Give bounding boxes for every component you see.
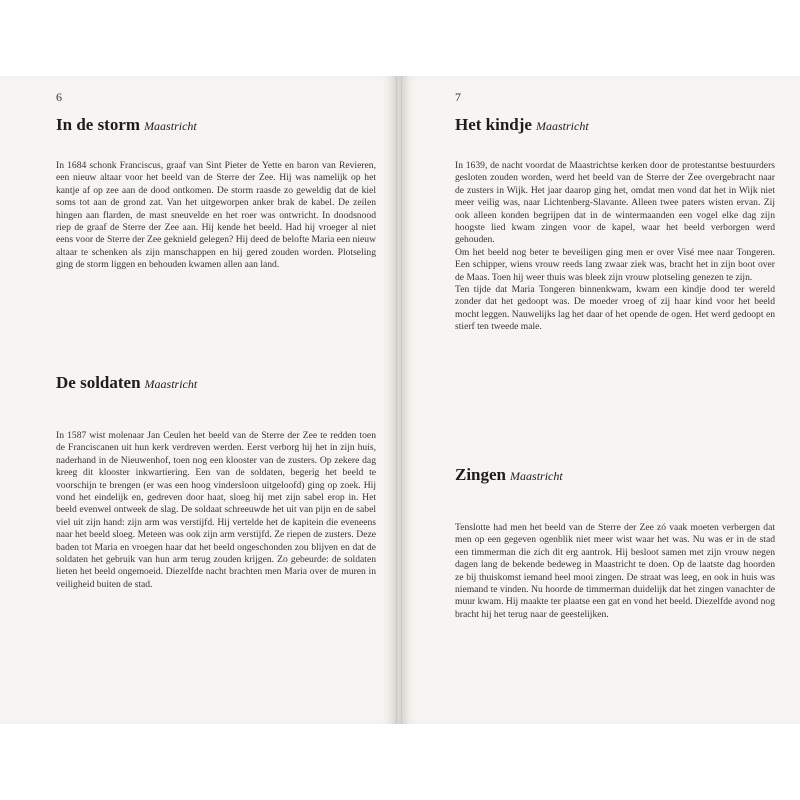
section-title-in-de-storm	[56, 115, 197, 135]
section-heading: De soldaten	[56, 373, 141, 392]
section-title-het-kindje	[455, 115, 589, 135]
page-number-left: 6	[56, 90, 62, 104]
paragraph: In 1639, de nacht voordat de Maastrichtse kerken door de protestantse bestuurders gesloten zouden worden, werd het beeld van de Sterre der Zee overgebracht naar de zusters in Wijk. Het jaar daarop ging het, omdat men vond dat het in Wijk niet meer veilig was, naar Lichtenberg-Slavante. Alleen twee paters wisten ervan. Zij ook alleen konden begrijpen dat in de wintermaanden een vogel elke dag zijn hoogste lied kwam zingen voor de kapel, waar het beeld verborgen werd gehouden.	[455, 160, 775, 246]
section-heading: Het kindje	[455, 115, 532, 134]
section-body-zingen	[455, 522, 775, 621]
paragraph: Ten tijde dat Maria Tongeren binnenkwam, kwam een kindje dood ter wereld zonder dat het gedoopt was. De moeder vroeg of zij haar kind voor het beeld mocht leggen. Nauwelijks lag het daar of het opende de ogen. Het werd gedoopt en stierf ten tweede male.	[455, 284, 775, 333]
page-number-right: 7	[455, 90, 461, 104]
section-body-de-soldaten	[56, 430, 376, 591]
section-location: Maastricht	[144, 377, 198, 391]
section-location: Maastricht	[510, 469, 563, 483]
paragraph: In 1684 schonk Franciscus, graaf van Sint Pieter de Yette en baron van Revieren, een nieuw altaar voor het beeld van de Sterre der Zee. Hij was namelijk op het kantje af op zee aan de dood ontkomen. De storm raasde zo geweldig dat de kiel soms tot aan de grond zat. Van het uitgeworpen anker brak de kabel. De zeilen hingen aan flarden, de mast sneuvelde en het roer was ontwricht. In doodsnood riep de graaf de Sterre der Zee aan. Hij kende het beeld. Had hij vroeger al niet eens voor de Sterre der Zee geknield gelegen? Hij deed de belofte Maria een nieuw altaar te schenken als zijn manschappen en hij gered zouden worden. Plotseling ging de storm liggen en behouden kwamen allen aan land.	[56, 160, 376, 271]
section-heading: In de storm	[56, 115, 141, 134]
section-body-het-kindje	[455, 160, 775, 334]
paragraph: Om het beeld nog beter te beveiligen ging men er over Visé mee naar Tongeren. Een schipper, wiens vrouw reeds lang zwaar ziek was, bracht het in zijn boot over de Maas. Toen hij weer thuis was bleek zijn vrouw plotseling genezen te zijn.	[455, 246, 775, 283]
paragraph: Tenslotte had men het beeld van de Sterre der Zee zó vaak moeten verbergen dat men op een gegeven ogenblik niet meer wist waar het was. Nu was er in de stad een timmerman die zich dit erg aantrok. Hij besloot samen met zijn vrouw negen dagen lang de bekende bedeweg in Maastricht te doen. Op de laatste dag hoorden ze bij thuiskomst iemand heel mooi zingen. De straat was leeg, en ook in huis was niemand te vinden. Nu hoorde de timmerman duidelijk dat het zingen vanachter de muur kwam. Hij maakte ter plaatse een gat en vond het beeld. Diezelfde avond nog bracht hij het terug naar de geestelijken.	[455, 522, 775, 620]
section-body-in-de-storm	[56, 160, 376, 272]
section-heading: Zingen	[455, 465, 507, 484]
section-title-de-soldaten	[56, 373, 197, 393]
section-location: Maastricht	[144, 119, 197, 133]
paragraph: In 1587 wist molenaar Jan Ceulen het beeld van de Sterre der Zee te redden toen de Franciscanen uit hun kerk verdreven werden. Eerst verborg hij het in zijn huis, naderhand in de Nieuwenhof, toen nog een klooster van de zusters. Op zekere dag kreeg dit klooster inkwartiering. Een van de soldaten, begerig het beeld te voorschijn te brengen (er was een hoog vindersloon uitgeloofd) ging op zoek. Hij vond het eindelijk en, gedreven door haat, sloeg hij met zijn sabel erop in. Het beeld evenwel ontweek de slag. De soldaat schreeuwde het uit van pijn en de sabel viel uit zijn hand: zijn arm was verstijfd. Hij vertelde het de kapitein die eveneens naar het beeld sloeg. Meteen was ook zijn arm verstijfd. Ze riepen de zusters. Deze baden tot Maria en vroegen haar dat het beeld ongeschonden zou blijven en dat de soldaten het gebruik van hun arm terug zouden krijgen. Zo gebeurde: de soldaten lieten het beeld ongemoeid. Diezelfde nacht brachten men Maria over de muren in veiligheid buiten de stad.	[56, 430, 376, 590]
section-title-zingen	[455, 465, 563, 485]
section-location: Maastricht	[535, 119, 589, 133]
